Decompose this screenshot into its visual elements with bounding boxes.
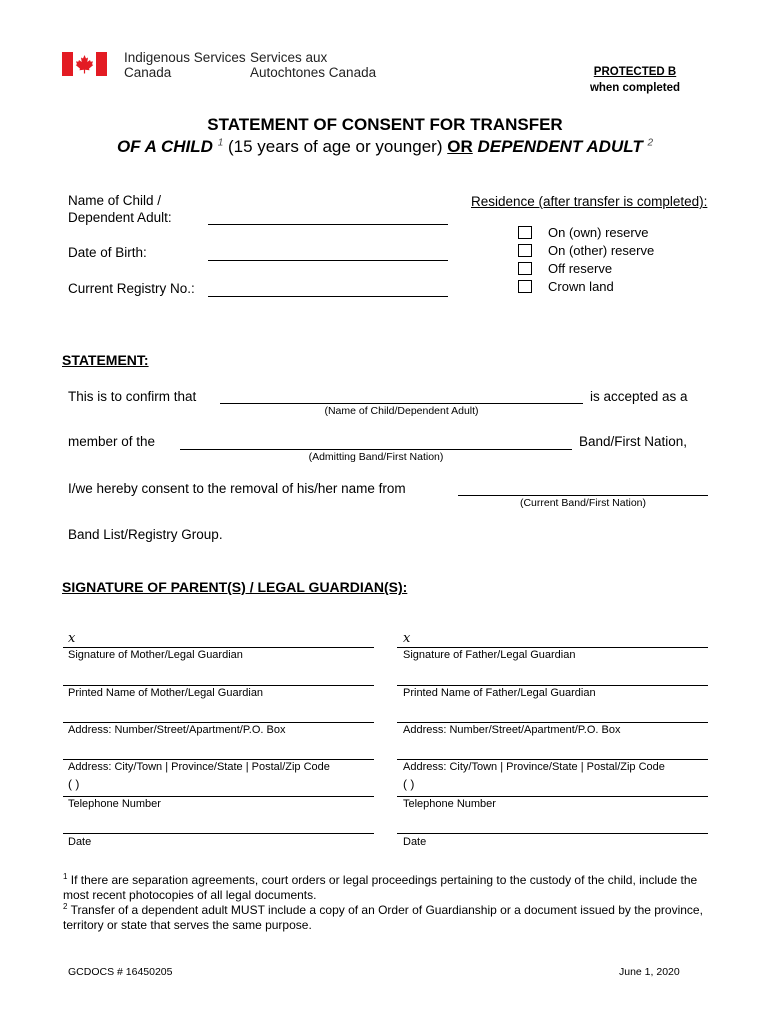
father-address-street-field[interactable] (397, 722, 708, 723)
mother-signature-label: Signature of Mother/Legal Guardian (68, 649, 243, 661)
footnote-1-text: If there are separation agreements, court orders or legal proceedings pertaining to the custody of the child, include the most recent photocopies of all legal documents. (63, 873, 698, 902)
date-of-birth-field[interactable] (208, 260, 448, 261)
form-date: June 1, 2020 (619, 966, 680, 978)
mother-printed-name-label: Printed Name of Mother/Legal Guardian (68, 687, 264, 699)
mother-date-field[interactable] (63, 833, 374, 834)
father-date-field[interactable] (397, 833, 708, 834)
accepted-text: is accepted as a (590, 389, 688, 404)
residence-heading: Residence (after transfer is completed): (471, 194, 708, 209)
protected-b-label: PROTECTED B (593, 66, 677, 78)
father-address-city-label: Address: City/Town | Province/State | Postal/Zip Code (403, 761, 665, 773)
registry-number-field[interactable] (208, 296, 448, 297)
father-telephone-field[interactable] (397, 796, 708, 797)
dept-en-line1: Indigenous Services (124, 50, 246, 65)
mother-address-street-label: Address: Number/Street/Apartment/P.O. Box (68, 724, 286, 736)
mother-address-street-field[interactable] (63, 722, 374, 723)
residence-crown-land-label: Crown land (548, 279, 614, 294)
mother-telephone-field[interactable] (63, 796, 374, 797)
statement-heading: STATEMENT: (62, 352, 149, 368)
residence-crown-land-checkbox[interactable] (518, 280, 532, 293)
mother-address-city-field[interactable] (63, 759, 374, 760)
consent-text: I/we hereby consent to the removal of his/her name from (68, 481, 406, 496)
department-name-english (124, 50, 246, 80)
mother-signature-x-mark: x (68, 631, 76, 646)
mother-printed-name-field[interactable] (63, 685, 374, 686)
father-printed-name-label: Printed Name of Father/Legal Guardian (403, 687, 596, 699)
title-age-note: (15 years of age or younger) (227, 137, 443, 156)
father-signature-x-mark: x (403, 631, 411, 646)
mother-signature-field[interactable] (63, 647, 374, 648)
mother-telephone-label: Telephone Number (68, 798, 161, 810)
mother-date-label: Date (68, 836, 92, 848)
canada-flag-logo (62, 52, 107, 76)
band-first-nation-text: Band/First Nation, (579, 434, 688, 449)
footnote-ref-1: 1 (217, 137, 224, 149)
current-band-caption: (Current Band/First Nation) (519, 497, 647, 509)
signature-heading: SIGNATURE OF PARENT(S) / LEGAL GUARDIAN(S): (62, 579, 408, 595)
form-title-line2 (0, 137, 770, 157)
band-list-text: Band List/Registry Group. (68, 527, 223, 542)
father-telephone-label: Telephone Number (403, 798, 496, 810)
footnote-2-text: Transfer of a dependent adult MUST include a copy of an Order of Guardianship or a document issued by the province, territory or state that serves the same purpose. (63, 903, 703, 932)
residence-own-reserve-label: On (own) reserve (548, 225, 649, 240)
father-printed-name-field[interactable] (397, 685, 708, 686)
name-of-child-field[interactable] (208, 224, 448, 225)
when-completed-label: when completed (589, 82, 681, 94)
gcdocs-number: GCDOCS # 16450205 (68, 966, 173, 978)
residence-off-reserve-checkbox[interactable] (518, 262, 532, 275)
title-dependent-adult: DEPENDENT ADULT (477, 137, 643, 156)
form-title-line1: STATEMENT OF CONSENT FOR TRANSFER (207, 115, 563, 134)
footnote-ref-2: 2 (647, 137, 654, 149)
department-name-french (250, 50, 376, 80)
current-band-field[interactable] (458, 495, 708, 496)
footnote-2 (63, 899, 713, 933)
residence-own-reserve-checkbox[interactable] (518, 226, 532, 239)
admitting-band-field[interactable] (180, 449, 572, 450)
father-address-city-field[interactable] (397, 759, 708, 760)
residence-other-reserve-label: On (other) reserve (548, 243, 655, 258)
child-name-statement-field[interactable] (220, 403, 583, 404)
dept-en-line2: Canada (124, 65, 172, 80)
mother-phone-area-code: ( ) (68, 777, 80, 791)
mother-address-city-label: Address: City/Town | Province/State | Postal/Zip Code (68, 761, 330, 773)
father-address-street-label: Address: Number/Street/Apartment/P.O. Box (403, 724, 621, 736)
member-of-text: member of the (68, 434, 156, 449)
dept-fr-line1: Services aux (250, 50, 328, 65)
father-phone-area-code: ( ) (403, 777, 415, 791)
title-or: OR (447, 137, 473, 156)
registry-number-label: Current Registry No.: (68, 281, 195, 296)
name-label-line1: Name of Child / (68, 193, 162, 208)
father-signature-label: Signature of Father/Legal Guardian (403, 649, 576, 661)
residence-other-reserve-checkbox[interactable] (518, 244, 532, 257)
name-of-child-label (68, 192, 172, 226)
protected-b-notice (580, 64, 690, 96)
footnote-2-number: 2 (63, 902, 68, 911)
title-child: OF A CHILD (116, 137, 213, 156)
father-signature-field[interactable] (397, 647, 708, 648)
father-date-label: Date (403, 836, 427, 848)
residence-off-reserve-label: Off reserve (548, 261, 613, 276)
footnote-1-number: 1 (63, 872, 68, 881)
footnote-1 (63, 869, 713, 903)
date-of-birth-label: Date of Birth: (68, 245, 147, 260)
name-label-line2: Dependent Adult: (68, 210, 172, 225)
admitting-band-caption: (Admitting Band/First Nation) (308, 451, 444, 463)
confirm-text: This is to confirm that (68, 389, 197, 404)
child-name-caption: (Name of Child/Dependent Adult) (324, 405, 479, 417)
dept-fr-line2: Autochtones Canada (250, 65, 377, 80)
